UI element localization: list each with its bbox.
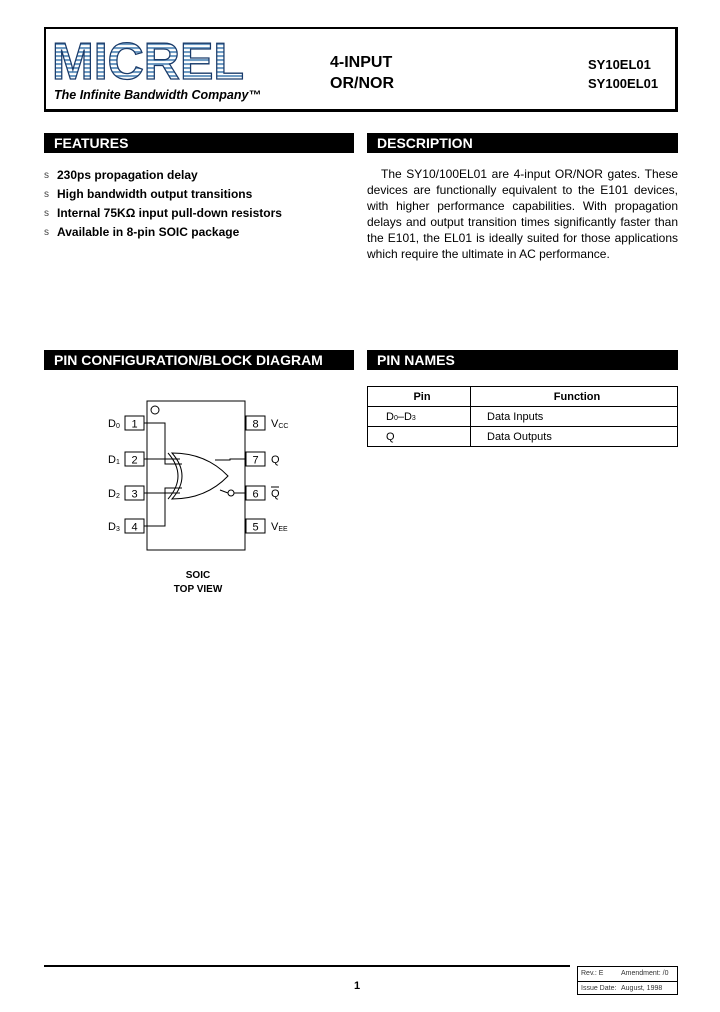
pin-names-table (367, 386, 678, 447)
part-number-2: SY100EL01 (588, 76, 659, 91)
footer-rule (44, 965, 570, 967)
cell-function: Data Outputs (471, 427, 678, 447)
block-diagram (100, 398, 300, 558)
soic-diagram (100, 398, 300, 558)
wire-to-bubble (220, 490, 228, 493)
pin-label-vee: VEE (271, 521, 288, 533)
logo-graphic (52, 35, 246, 87)
part-numbers (588, 55, 658, 93)
pin-num-1: 1 (131, 418, 138, 431)
or-gate-back-curve (168, 453, 178, 499)
feature-item: s High bandwidth output transitions (44, 185, 282, 204)
pin-num-4: 4 (131, 521, 138, 534)
pin-label-vcc: VCC (271, 418, 289, 430)
pin-label-d2: D2 (108, 488, 120, 500)
rev-row: Rev.: E Amendment: /0 (581, 970, 669, 977)
micrel-logo (52, 35, 246, 87)
cell-function: Data Inputs (471, 407, 678, 427)
bullet-glyph: s (44, 189, 49, 200)
pin-config-heading: PIN CONFIGURATION/BLOCK DIAGRAM (44, 350, 354, 370)
pin-num-6: 6 (252, 488, 259, 501)
pin-label-d0: D0 (108, 418, 120, 430)
revision-box (577, 966, 678, 995)
title-line2: OR/NOR (330, 75, 394, 92)
tagline: The Infinite Bandwidth Company™ (54, 88, 261, 102)
cell-pin: D0–D3 (368, 407, 471, 427)
col-function: Function (471, 387, 678, 407)
table-row (368, 407, 678, 427)
pin-num-8: 8 (252, 418, 259, 431)
package-name: SOIC (185, 570, 211, 581)
bullet-glyph: s (44, 208, 49, 219)
page-title (330, 52, 394, 94)
wire-q (215, 459, 246, 460)
table-header-row (368, 387, 678, 407)
pin-label-qbar: Q (271, 488, 280, 500)
table-row (368, 427, 678, 447)
pin-label-d3: D3 (108, 521, 120, 533)
features-heading: FEATURES (44, 133, 354, 153)
package-view: TOP VIEW (173, 584, 223, 595)
pin-names-table-wrap (367, 386, 678, 447)
features-list (44, 166, 282, 242)
bullet-glyph: s (44, 227, 49, 238)
feature-item: s Internal 75KΩ input pull-down resistors (44, 204, 282, 223)
logo-text: MICREL (52, 35, 244, 87)
pin-num-7: 7 (252, 454, 259, 467)
pin-names-heading: PIN NAMES (367, 350, 678, 370)
pin1-marker (151, 406, 159, 414)
gate-wiring (144, 423, 246, 526)
page-number: 1 (354, 980, 361, 992)
cell-pin: Q (368, 427, 471, 447)
pin-label-q: Q (271, 454, 280, 466)
pin-label-d1: D1 (108, 454, 120, 466)
description-heading: DESCRIPTION (367, 133, 678, 153)
title-line1: 4-INPUT (330, 54, 393, 71)
inversion-bubble (228, 490, 234, 496)
col-pin: Pin (368, 387, 471, 407)
pin-num-3: 3 (131, 488, 138, 501)
date-row: Issue Date: August, 1998 (578, 981, 677, 996)
feature-item: s Available in 8-pin SOIC package (44, 223, 282, 242)
package-caption (160, 569, 236, 597)
part-number-1: SY10EL01 (588, 57, 651, 72)
description-text: The SY10/100EL01 are 4-input OR/NOR gates. These devices are functionally equivalent to the E101 devices, with higher performance capabilities. With propagation delays and output transition times significantly faster than the E101, the EL01 is ideally suited for those applications which require the ultimate in AC performance. (367, 167, 678, 261)
feature-item: s 230ps propagation delay (44, 166, 282, 185)
pin-num-5: 5 (252, 521, 259, 534)
pin-num-2: 2 (131, 454, 138, 467)
bullet-glyph: s (44, 170, 49, 181)
